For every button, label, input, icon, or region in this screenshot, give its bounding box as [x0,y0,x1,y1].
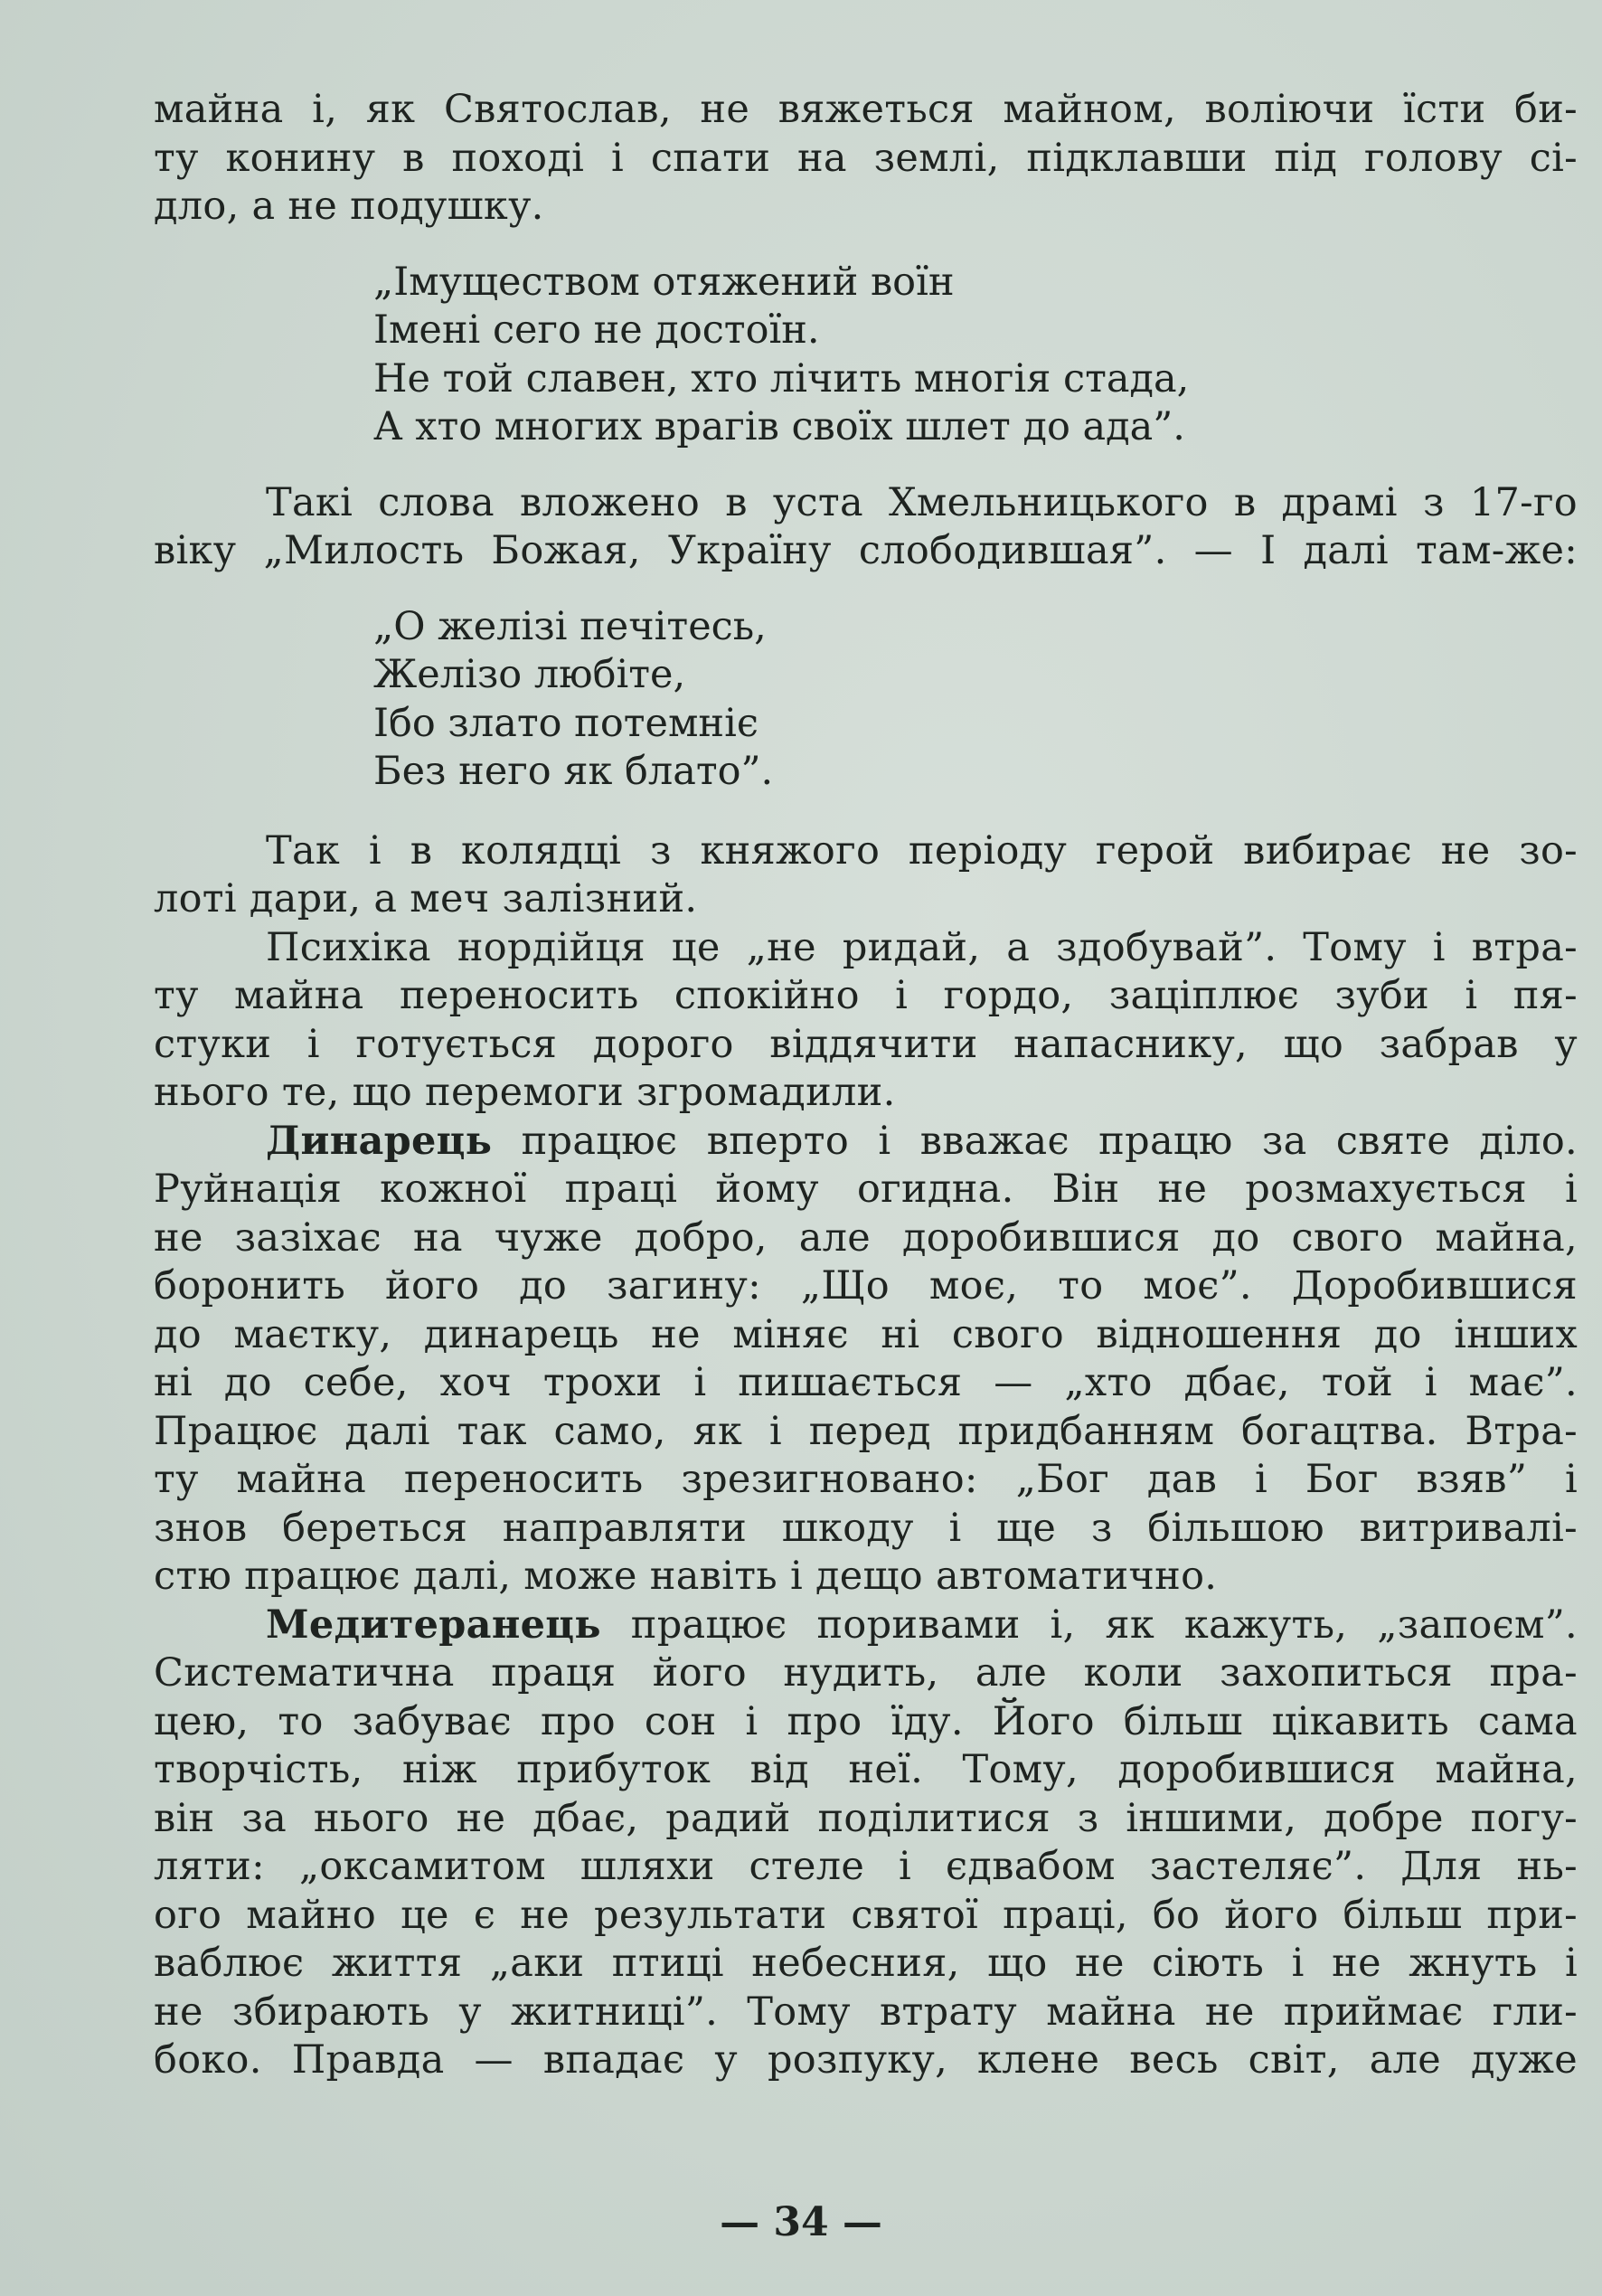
text-line: боко. Правда — впадає у розпуку, клене весь світ, але дуже [154,2037,1578,2083]
verse-line: Не той славен, хто лічить многія стада, [373,355,1190,402]
verse-line: Без него як блато”. [373,749,774,794]
text-line: до маєтку, динарець не міняє ні свого відношення до інших [154,1311,1578,1357]
text-line [154,1602,1578,1650]
text-line [154,1118,1578,1167]
text-line: не зазіхає на чуже добро, але доробившися до свого майна, [154,1214,1578,1261]
verse-line: Желізо любіте, [373,652,686,697]
page-number: — 34 — [720,2199,882,2245]
text-line: ваблює життя „аки птиці небесния, що не сіють і не жнуть і [154,1941,1578,1986]
page-body [154,86,1578,2085]
mediteranets-paragraph [154,1602,1578,2085]
text-line: боронить його до загину: „Що моє, то моє”. Доробившися [154,1263,1578,1309]
text-line: творчість, ніж прибуток від неї. Тому, доробившися майна, [154,1747,1578,1792]
verse-line: „Імуществом отяжений воїн [373,259,955,305]
text-line: стуки і готується дорого віддячити напаснику, що забрав у [154,1021,1578,1067]
text-line: нього те, що перемоги згромадили. [154,1070,896,1115]
text-line: ого майно це є не результати святої праці, бо його більш при- [154,1892,1578,1938]
text-line: Так і в колядці з княжого періоду герой вибирає не зо- [266,827,1578,874]
text-line: ляти: „оксамитом шляхи стеле і єдвабом застеляє”. Для нь- [154,1844,1578,1889]
text-line: Такі слова вложено в уста Хмельницького в драмі з 17-го [266,479,1578,525]
text-line: ту майна переносить зрезигновано: „Бог дав і Бог взяв” і [154,1457,1578,1502]
text-line: цею, то забуває про сон і про їду. Його більш цікавить сама [154,1698,1578,1744]
text-line: він за нього не дбає, радий поділитися з іншими, добре погу- [154,1795,1578,1841]
nordic-paragraph [154,924,1578,1118]
text-fragment: працює поривами і, як кажуть, „запоєм”. [600,1602,1578,1648]
text-line: віку „Милость Божая, Україну слободившая”. — І далі там-же: [154,528,1578,573]
text-line: знов береться направляти шкоду і ще з більшою витривалі- [154,1505,1578,1551]
intro-paragraph [154,86,1578,231]
verse-block-1 [154,259,1578,452]
verse-line: А хто многих врагів своїх шлет до ада”. [373,404,1185,449]
text-line: Працює далі так само, як і перед придбанням богацтва. Втра- [154,1408,1578,1454]
text-line: Систематична праця його нудить, але коли захопиться пра- [154,1650,1578,1696]
dinarets-term: Динарець [266,1118,493,1164]
text-line: ту конину в поході і спати на землі, підклавши під голову сі- [154,135,1578,181]
text-line: ні до себе, хоч трохи і пишається — „хто дбає, той і має”. [154,1360,1578,1405]
text-line: стю працює далі, може навіть і дещо автоматично. [154,1554,1218,1599]
text-line: дло, а не подушку. [154,184,544,229]
text-line: Руйнація кожної праці йому огидна. Він не розмахується і [154,1167,1578,1212]
drama-paragraph [154,479,1578,576]
text-fragment: працює вперто і вважає працю за святе діло. [492,1118,1578,1164]
dinarets-paragraph [154,1118,1578,1602]
verse-line: Ібо злато потемніє [373,700,759,746]
text-line: не збирають у житниці”. Тому втрату майна не приймає гли- [154,1989,1578,2035]
verse-line: „О желізі печітесь, [373,603,767,649]
koliadka-paragraph [154,827,1578,924]
verse-line: Імені сего не достоїн. [373,307,820,353]
mediteranets-term: Медитеранець [266,1602,601,1648]
verse-block-2 [154,603,1578,797]
text-line: майна і, як Святослав, не вяжеться майном, воліючи їсти би- [154,87,1578,132]
text-line: ту майна переносить спокійно і гордо, заціплює зуби і пя- [154,973,1578,1018]
text-line: Психіка нордійця це „не ридай, а здобувай”. Тому і втра- [266,924,1578,970]
text-line: лоті дари, а меч залізний. [154,876,698,921]
